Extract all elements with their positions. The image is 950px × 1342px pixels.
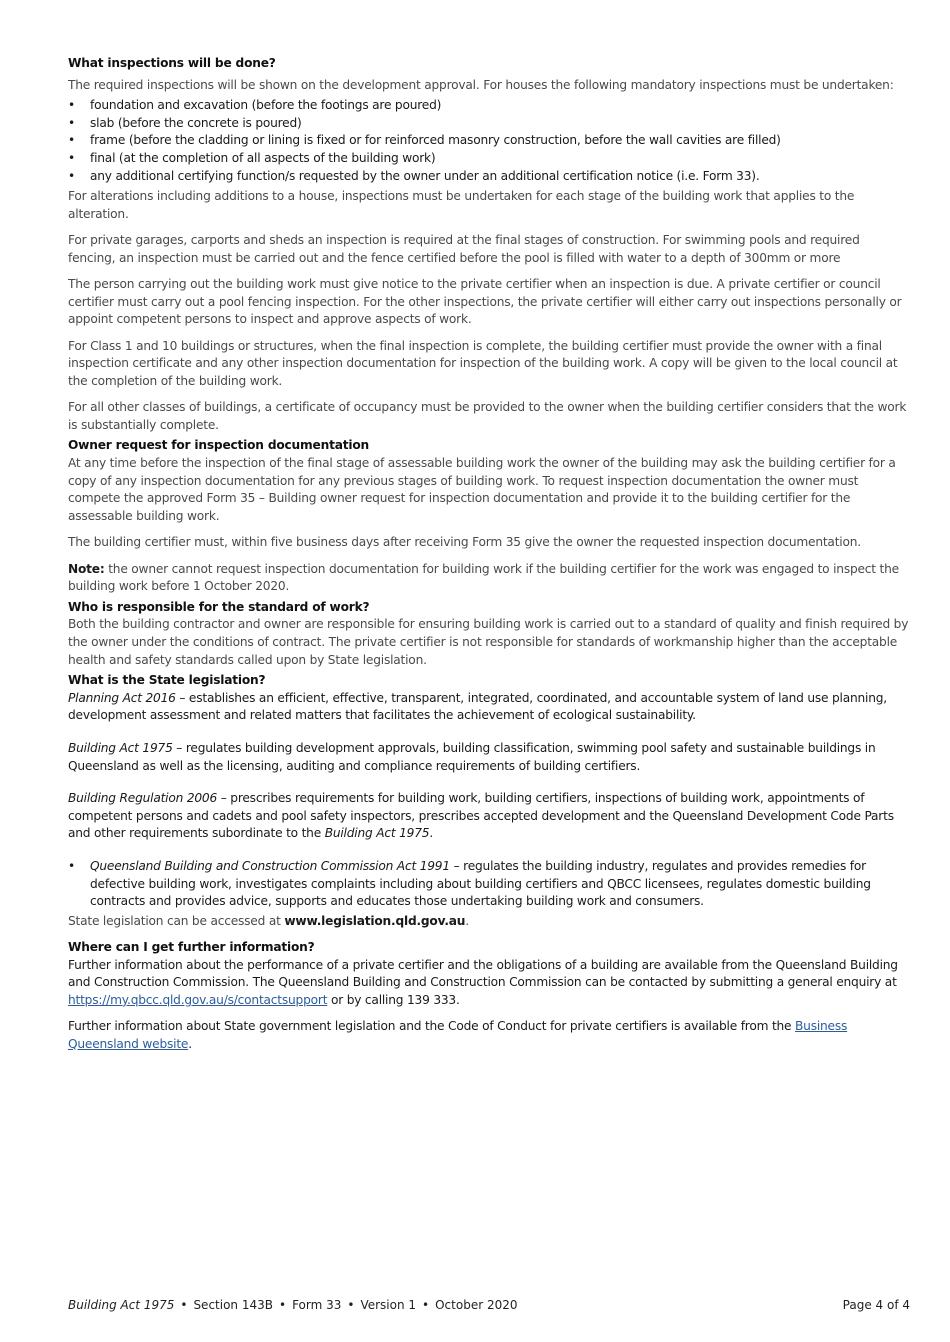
list-item bbox=[68, 858, 910, 911]
inspections-intro: The required inspections will be shown on the development approval. For houses the following mandatory inspections must be undertaken: bbox=[68, 77, 894, 92]
standard-para: Both the building contractor and owner are responsible for ensuring building work is carried out to a standard of quality and finish required by the owner under the conditions of contract. The private certifier is not responsible for standards of workmanship higher than the acceptable health and safety standards called upon by State legislation. bbox=[68, 617, 909, 667]
para-other-classes: For all other classes of buildings, a certificate of occupancy must be provided to the owner when the building certifier considers that the work is substantially complete. bbox=[68, 400, 907, 432]
legislation-access-para bbox=[68, 913, 910, 931]
building-act-title: Building Act 1975 bbox=[68, 740, 173, 755]
further-info-end: or by calling 139 333. bbox=[327, 992, 460, 1007]
legislation-url[interactable]: www.legislation.qld.gov.au bbox=[284, 913, 466, 928]
standard-heading: Who is responsible for the standard of work? bbox=[68, 599, 370, 614]
list-item: • any additional certifying function/s requested by the owner under an additional certification notice (i.e. Form 33). bbox=[68, 168, 910, 186]
document-body bbox=[68, 55, 910, 1062]
footer-section: Section 143B bbox=[193, 1298, 273, 1312]
list-item: • final (at the completion of all aspects of the building work) bbox=[68, 150, 910, 168]
note-para bbox=[68, 561, 910, 596]
building-regulation-text: – prescribes requirements for building work, building certifiers, inspections of building work, appointments of competent persons and cadets and pool safety inspectors, prescribes accepted development and the Queensland Development Code Parts and other requirements subordinate to the bbox=[68, 791, 894, 841]
owner-request-para: At any time before the inspection of the final stage of assessable building work the owner of the building may ask the building certifier for a copy of any inspection documentation for any previous stages of building work. To request inspection documentation the owner must compete the approved Form 35 – Building owner request for inspection documentation and provide it to the building certifier for the assessable building work. bbox=[68, 456, 896, 523]
business-queensland-link[interactable]: Business Queensland website bbox=[68, 1019, 848, 1051]
further-info-text-2: Further information about State government legislation and the Code of Conduct for private certifiers is available from the bbox=[68, 1019, 796, 1034]
building-regulation-title: Building Regulation 2006 bbox=[68, 791, 218, 806]
para-alterations: For alterations including additions to a house, inspections must be undertaken for each stage of the building work that applies to the alteration. bbox=[68, 189, 855, 221]
footer-document-info bbox=[68, 1298, 518, 1312]
building-act-text: – regulates building development approvals, building classification, swimming pool safety and sustainable buildings in Queensland as well as the licensing, auditing and compliance requirements of building certifiers. bbox=[68, 740, 876, 773]
footer-separator: • bbox=[347, 1298, 355, 1312]
further-info-para-1 bbox=[68, 957, 910, 1010]
building-act-reference: Building Act 1975 bbox=[324, 826, 430, 841]
planning-act-title: Planning Act 2016 bbox=[68, 690, 176, 705]
note-label: Note: bbox=[68, 561, 105, 576]
qbcc-act-list bbox=[68, 858, 910, 911]
para-garages: For private garages, carports and sheds an inspection is required at the final stages of construction. For swimming pools and required fencing, an inspection must be carried out and the fence certified before the pool is filled with water to a depth of 300mm or more bbox=[68, 233, 860, 265]
owner-request-heading: Owner request for inspection documentation bbox=[68, 438, 369, 453]
page-footer bbox=[68, 1298, 910, 1312]
inspections-heading: What inspections will be done? bbox=[68, 56, 276, 70]
footer-form: Form 33 bbox=[292, 1298, 342, 1312]
regulation-end: . bbox=[429, 826, 433, 841]
list-item: • slab (before the concrete is poured) bbox=[68, 115, 910, 133]
qbcc-act-title: Queensland Building and Construction Commission Act 1991 bbox=[90, 858, 450, 873]
page-number: Page 4 of 4 bbox=[842, 1298, 910, 1312]
further-info-text: Further information about the performance of a private certifier and the obligations of a building are available from the Queensland Building and Construction Commission. The Queensland Building and Construction Commission can be contacted by submitting a general enquiry at bbox=[68, 957, 898, 990]
building-regulation-para bbox=[68, 790, 910, 843]
planning-act-text: – establishes an efficient, effective, transparent, integrated, coordinated, and accountable system of land use planning, development assessment and related matters that facilitates the achievement of ecological sustainability. bbox=[68, 690, 887, 723]
further-info-para-2 bbox=[68, 1018, 910, 1053]
qbcc-act-text: – regulates the building industry, regulates and provides remedies for defective building work, investigates complaints including about building certifiers and QBCC licensees, regulates domestic building contracts and provides advice, supports and educates those undertaking building work and consumers. bbox=[90, 858, 871, 909]
qbcc-contact-link[interactable]: https://my.qbcc.qld.gov.au/s/contactsupport bbox=[68, 992, 328, 1007]
footer-separator: • bbox=[422, 1298, 430, 1312]
access-end: . bbox=[465, 913, 469, 928]
para-notice: The person carrying out the building work must give notice to the private certifier when an inspection is due. A private certifier or council certifier must carry out a pool fencing inspection. For the other inspections, the private certifier will either carry out inspections personally or appoint competent persons to inspect and approve aspects of work. bbox=[68, 277, 902, 327]
planning-act-para bbox=[68, 690, 910, 725]
further-info-end-2: . bbox=[188, 1036, 192, 1051]
list-item: • foundation and excavation (before the footings are poured) bbox=[68, 97, 910, 115]
footer-act: Building Act 1975 bbox=[68, 1298, 175, 1312]
footer-version: Version 1 bbox=[360, 1298, 417, 1312]
list-item: • frame (before the cladding or lining is fixed or for reinforced masonry construction, before the wall cavities are filled) bbox=[68, 132, 910, 150]
certifier-deadline-para: The building certifier must, within five business days after receiving Form 35 give the owner the requested inspection documentation. bbox=[68, 535, 861, 550]
footer-separator: • bbox=[278, 1298, 287, 1312]
footer-date: October 2020 bbox=[435, 1298, 518, 1312]
note-text: the owner cannot request inspection documentation for building work if the building certifier for the work was engaged to inspect the building work before 1 October 2020. bbox=[68, 561, 899, 594]
para-class1: For Class 1 and 10 buildings or structures, when the final inspection is complete, the building certifier must provide the owner with a final inspection certificate and any other inspection documentation for inspection of the building work. A copy will be given to the local council at the completion of the building work. bbox=[68, 338, 898, 388]
inspections-list bbox=[68, 97, 910, 185]
footer-separator: • bbox=[180, 1298, 188, 1312]
further-info-heading: Where can I get further information? bbox=[68, 940, 315, 955]
access-text: State legislation can be accessed at bbox=[68, 913, 285, 928]
legislation-heading: What is the State legislation? bbox=[68, 673, 266, 688]
building-act-para bbox=[68, 740, 910, 775]
